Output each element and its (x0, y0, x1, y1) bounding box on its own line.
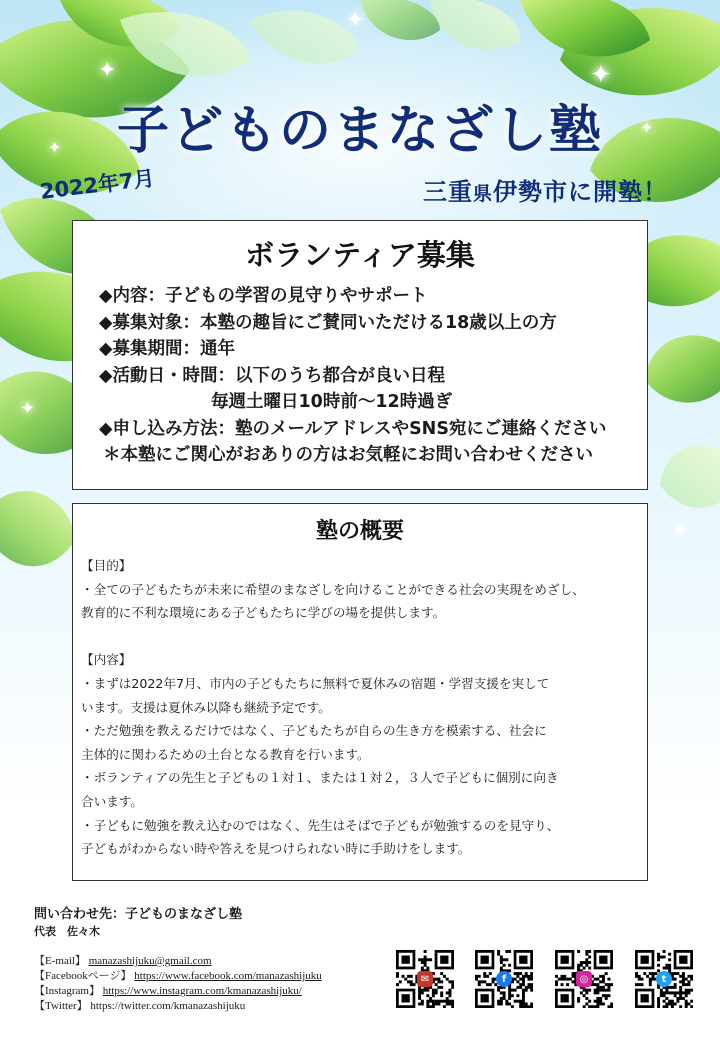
overview-line: 【内容】 (81, 652, 132, 668)
recruit-heading: ボランティア募集 (245, 238, 475, 272)
sparkle-icon: ✦ (20, 398, 36, 419)
recruit-item: ◆活動日・時間：以下のうち都合が良い日程 (99, 365, 445, 386)
opening-rest: に開塾！ (568, 178, 668, 206)
overview-line: 【目的】 (81, 558, 132, 573)
sparkle-icon: ✦ (98, 58, 117, 83)
sparkle-icon: ✦ (346, 8, 365, 33)
overview-line: ・まずは2022年7月、市内の子どもたちに無料で夏休みの宿題・学習支援を実して (81, 675, 550, 691)
twitter-label: 【Twitter】 (34, 1000, 88, 1012)
facebook-link[interactable]: https://www.facebook.com/manazashijuku (134, 970, 322, 982)
opening-announcement (423, 172, 668, 207)
email-label: 【E-mail】 (34, 955, 86, 967)
sparkle-icon: ✦ (672, 518, 689, 542)
recruit-list (99, 283, 606, 469)
recruit-item: ◆募集期間：通年 (99, 339, 235, 359)
overview-heading: 塾の概要 (315, 519, 404, 544)
page-title: 子どものまなざし塾 (116, 101, 603, 161)
sparkle-icon: ✦ (590, 60, 612, 90)
opening-prefix: 三重 (422, 178, 473, 206)
overview-spacer (81, 625, 585, 649)
overview-line: ・子どもに勉強を教え込むのではなく、先生はそばで子どもが勉強するのを見守り、 (81, 817, 560, 833)
volunteer-recruit-box (72, 220, 648, 490)
instagram-row (34, 984, 322, 999)
recruit-item: ◆申し込み方法：塾のメールアドレスやSNS宛にご連絡ください (99, 418, 607, 439)
contact-section (34, 906, 242, 940)
overview-line: 合います。 (81, 793, 143, 809)
instagram-icon: ◎ (576, 971, 592, 987)
recruit-item-schedule: 毎週土曜日10時前～12時過ぎ (211, 392, 453, 412)
qr-code-twitter[interactable] (635, 950, 693, 1008)
overview-line: ・ただ勉強を教えるだけではなく、子どもたちが自らの生き方を模索する、社会に (81, 723, 547, 739)
instagram-label: 【Instagram】 (34, 985, 100, 997)
overview-line: 主体的に関わるための土台となる教育を行います。 (81, 746, 370, 762)
email-row (34, 954, 322, 969)
overview-line: ・全ての子どもたちが未来に希望のまなざしを向けることができる社会の実現をめざし、 (81, 581, 585, 597)
twitter-row (34, 999, 322, 1014)
overview-line: ・ボランティアの先生と子どもの１対１、または１対２，３人で子どもに個別に向き (81, 770, 559, 786)
facebook-icon: f (496, 971, 512, 987)
overview-body (81, 554, 585, 861)
sparkle-icon: ✦ (48, 138, 62, 157)
date-label: 2022年7月 (38, 166, 156, 204)
overview-box (72, 503, 648, 881)
qr-code-email[interactable] (396, 950, 454, 1008)
opening-pref: 県 (472, 183, 493, 205)
overview-line: 教育的に不利な環境にある子どもたちに学びの場を提供します。 (81, 605, 446, 621)
contact-label: 問い合わせ先：子どものまなざし塾 (34, 907, 243, 922)
mail-icon: ✉ (417, 971, 433, 987)
recruit-item: ◆募集対象：本塾の趣旨にご賛同いただける18歳以上の方 (99, 312, 557, 333)
twitter-icon: t (656, 971, 672, 987)
contact-links (34, 954, 322, 1014)
email-link[interactable]: manazashijuku@gmail.com (88, 955, 212, 967)
recruit-note: ＊本塾にご関心がおありの方はお気軽にお問い合わせください (103, 445, 593, 465)
overview-line: います。支援は夏休み以降も継続予定です。 (81, 699, 331, 715)
opening-city: 伊勢市 (493, 178, 568, 206)
qr-code-facebook[interactable] (475, 950, 533, 1008)
twitter-link[interactable]: https://twitter.com/kmanazashijuku (90, 1000, 246, 1012)
representative-name: 代表 佐々木 (34, 925, 100, 938)
sparkle-icon: ✦ (640, 118, 654, 137)
qr-code-instagram[interactable] (555, 950, 613, 1008)
facebook-row (34, 969, 322, 984)
recruit-item: ◆内容：子どもの学習の見守りやサポート (99, 286, 428, 306)
overview-line: 子どもがわからない時や答えを見つけられない時に手助けをします。 (81, 841, 471, 857)
facebook-label: 【Facebookページ】 (34, 970, 132, 982)
instagram-link[interactable]: https://www.instagram.com/kmanazashijuku/ (102, 985, 302, 997)
